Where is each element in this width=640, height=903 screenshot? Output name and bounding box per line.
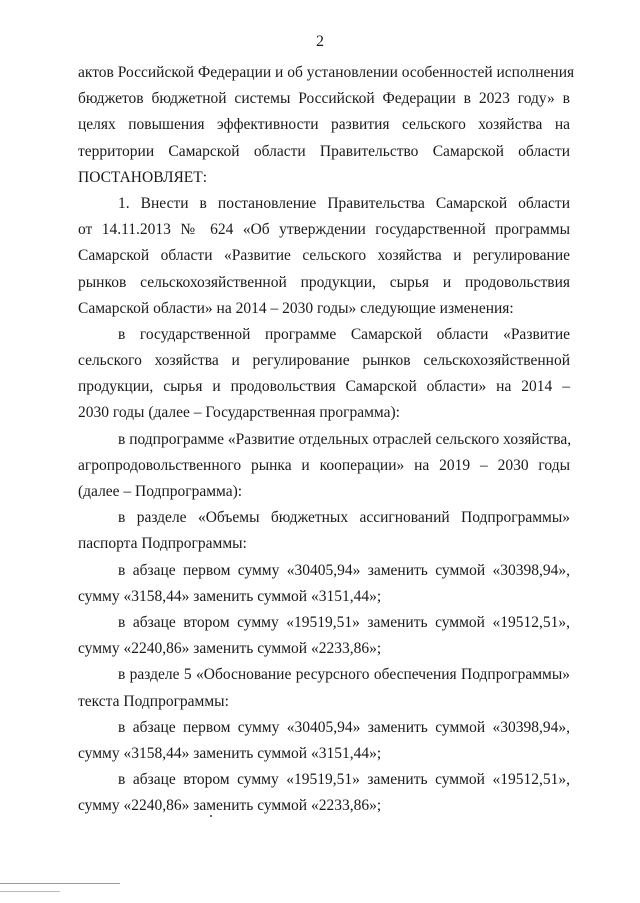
text-line: сумму «2240,86» заменить суммой «2233,86»; bbox=[78, 797, 382, 815]
text-line: продукции, сырья и продовольствия Самарской области» на 2014 – bbox=[78, 378, 570, 396]
text-line: в абзаце первом сумму «30405,94» заменить суммой «30398,94», bbox=[118, 561, 570, 579]
text-line: в абзаце первом сумму «30405,94» заменить суммой «30398,94», bbox=[118, 718, 570, 736]
text-line: в государственной программе Самарской области «Развитие bbox=[118, 325, 570, 343]
text-line: сумму «3158,44» заменить суммой «3151,44»; bbox=[78, 744, 382, 762]
text-line: Самарской области «Развитие сельского хозяйства и регулирование bbox=[78, 247, 570, 265]
text-line: сумму «3158,44» заменить суммой «3151,44»; bbox=[78, 587, 382, 605]
document-body bbox=[78, 60, 575, 819]
text-line: бюджетов бюджетной системы Российской Федерации в 2023 году» в bbox=[78, 90, 570, 108]
text-line: территории Самарской области Правительство Самарской области bbox=[78, 142, 570, 160]
scan-speck bbox=[210, 815, 212, 817]
text-line: Самарской области» на 2014 – 2030 годы» следующие изменения: bbox=[78, 299, 514, 317]
text-line: сумму «2240,86» заменить суммой «2233,86»; bbox=[78, 640, 382, 658]
text-line: сельского хозяйства и регулирование рынков сельскохозяйственной bbox=[78, 352, 570, 370]
text-line: от 14.11.2013 № 624 «Об утверждении государственной программы bbox=[78, 221, 570, 239]
text-line: текста Подпрограммы: bbox=[78, 692, 229, 710]
page-number: 2 bbox=[316, 33, 324, 50]
text-line: в абзаце втором сумму «19519,51» заменить суммой «19512,51», bbox=[118, 613, 570, 631]
text-line: в разделе 5 «Обоснование ресурсного обеспечения Подпрограммы» bbox=[118, 666, 570, 684]
text-line: (далее – Подпрограмма): bbox=[78, 483, 243, 500]
text-line: актов Российской Федерации и об установлении особенностей исполнения bbox=[78, 64, 575, 81]
text-line: в подпрограмме «Развитие отдельных отраслей сельского хозяйства, bbox=[118, 430, 572, 448]
text-line: паспорта Подпрограммы: bbox=[78, 535, 247, 553]
text-line: 1. Внести в постановление Правительства Самарской области bbox=[118, 194, 570, 212]
decree-keyword: ПОСТАНОВЛЯЕТ: bbox=[78, 168, 208, 186]
text-line: целях повышения эффективности развития сельского хозяйства на bbox=[78, 116, 570, 134]
text-line: 2030 годы (далее – Государственная программа): bbox=[78, 404, 400, 422]
text-line: в разделе «Объемы бюджетных ассигнований Подпрограммы» bbox=[118, 509, 570, 527]
text-line: в абзаце втором сумму «19519,51» заменить суммой «19512,51», bbox=[118, 771, 570, 789]
scan-edge-line bbox=[0, 883, 120, 884]
scan-edge-line bbox=[0, 891, 60, 892]
text-line: агропродовольственного рынка и кооперации» на 2019 – 2030 годы bbox=[78, 456, 570, 474]
text-line: рынков сельскохозяйственной продукции, сырья и продовольствия bbox=[78, 273, 570, 291]
